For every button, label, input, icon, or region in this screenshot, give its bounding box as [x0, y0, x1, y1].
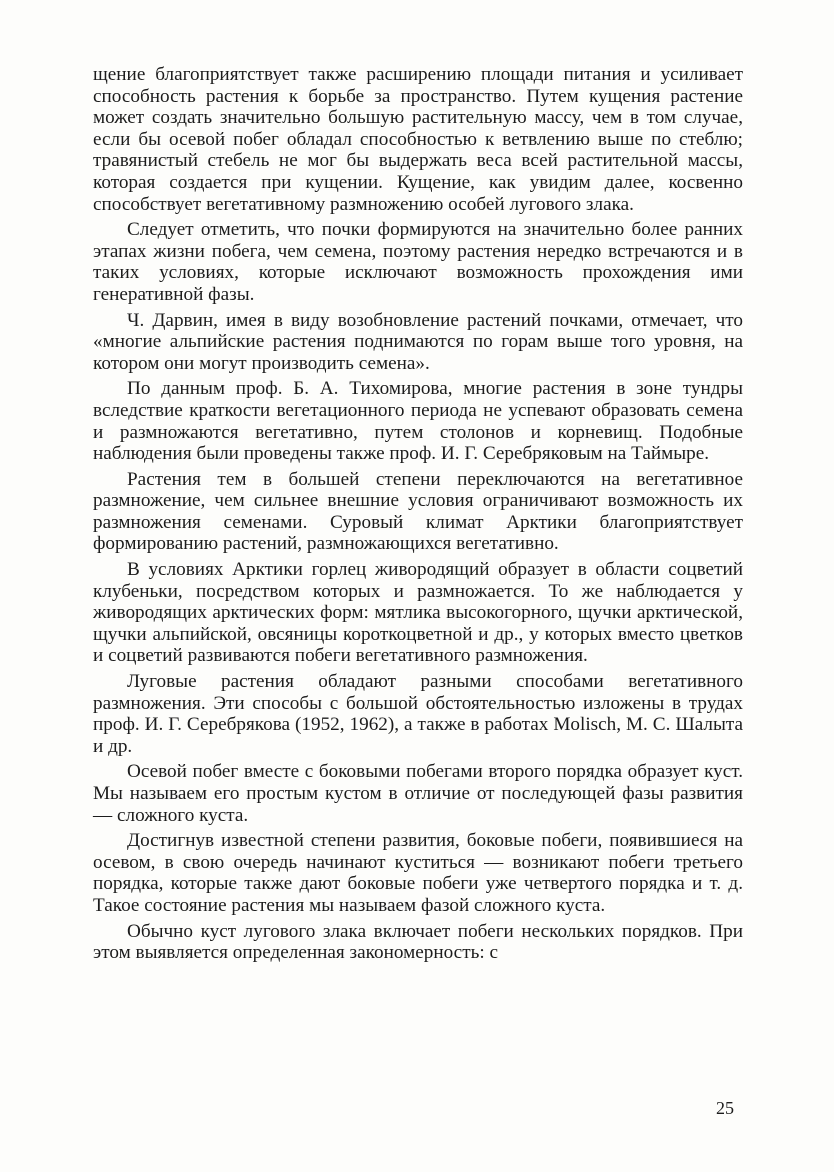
paragraph-3: Ч. Дарвин, имея в виду возобновление растений почками, отмечает, что «многие альпийские растения поднимаются по горам выше того уровня, на котором они могут производить семена». [93, 309, 743, 374]
paragraph-2: Следует отметить, что почки формируются на значительно более ранних этапах жизни побега, чем семена, поэтому растения нередко встречаются и в таких условиях, которые исключают возможность прохождения ими генеративной фазы. [93, 219, 743, 305]
paragraph-7: Луговые растения обладают разными способами вегетативного размножения. Эти способы с большой обстоятельностью изложены в трудах проф. И. Г. Серебрякова (1952, 1962), а также в работах Molisch, М. С. Шалыта и др. [93, 671, 743, 757]
paragraph-10: Обычно куст лугового злака включает побеги нескольких порядков. При этом выявляется определенная закономерность: с [93, 920, 743, 964]
page-number: 25 [716, 1098, 734, 1118]
paragraph-5: Растения тем в большей степени переключаются на вегетативное размножение, чем сильнее внешние условия ограничивают возможность их размножения семенами. Суровый климат Арктики благоприятствует формированию растений, размножающихся вегетативно. [93, 468, 743, 555]
paragraph-6: В условиях Арктики горлец живородящий образует в области соцветий клубеньки, посредством которых и размножается. То же наблюдается у живородящих арктических форм: мятлика высокогорного, щучки арктической, щучки альпийской, овсяницы короткоцветной и др., у которых вместо цветков и соцветий развиваются побеги вегетативного размножения. [93, 559, 743, 667]
paragraph-1: щение благоприятствует также расширению площади питания и усиливает способность растения к борьбе за пространство. Путем кущения растение может создать значительно большую растительную массу, чем в том случае, если бы осевой побег обладал способностью к ветвлению выше по стеблю; травянистый стебель не мог бы выдержать веса всей растительной массы, которая создается при кущении. Кущение, как увидим далее, косвенно способствует вегетативному размножению особей лугового злака. [93, 64, 743, 215]
paragraph-9: Достигнув известной степени развития, боковые побеги, появившиеся на осевом, в свою очередь начинают куститься — возникают побеги третьего порядка, которые также дают боковые побеги уже четвертого порядка и т. д. Такое состояние растения мы называем фазой сложного куста. [93, 830, 743, 916]
paragraph-8: Осевой побег вместе с боковыми побегами второго порядка образует куст. Мы называем его простым кустом в отличие от последующей фазы развития — сложного куста. [93, 761, 743, 826]
paragraph-4: По данным проф. Б. А. Тихомирова, многие растения в зоне тундры вследствие краткости вегетационного периода не успевают образовать семена и размножаются вегетативно, путем столонов и корневищ. Подобные наблюдения были проведены также проф. И. Г. Серебряковым на Таймыре. [93, 378, 743, 465]
page-body [93, 64, 743, 968]
